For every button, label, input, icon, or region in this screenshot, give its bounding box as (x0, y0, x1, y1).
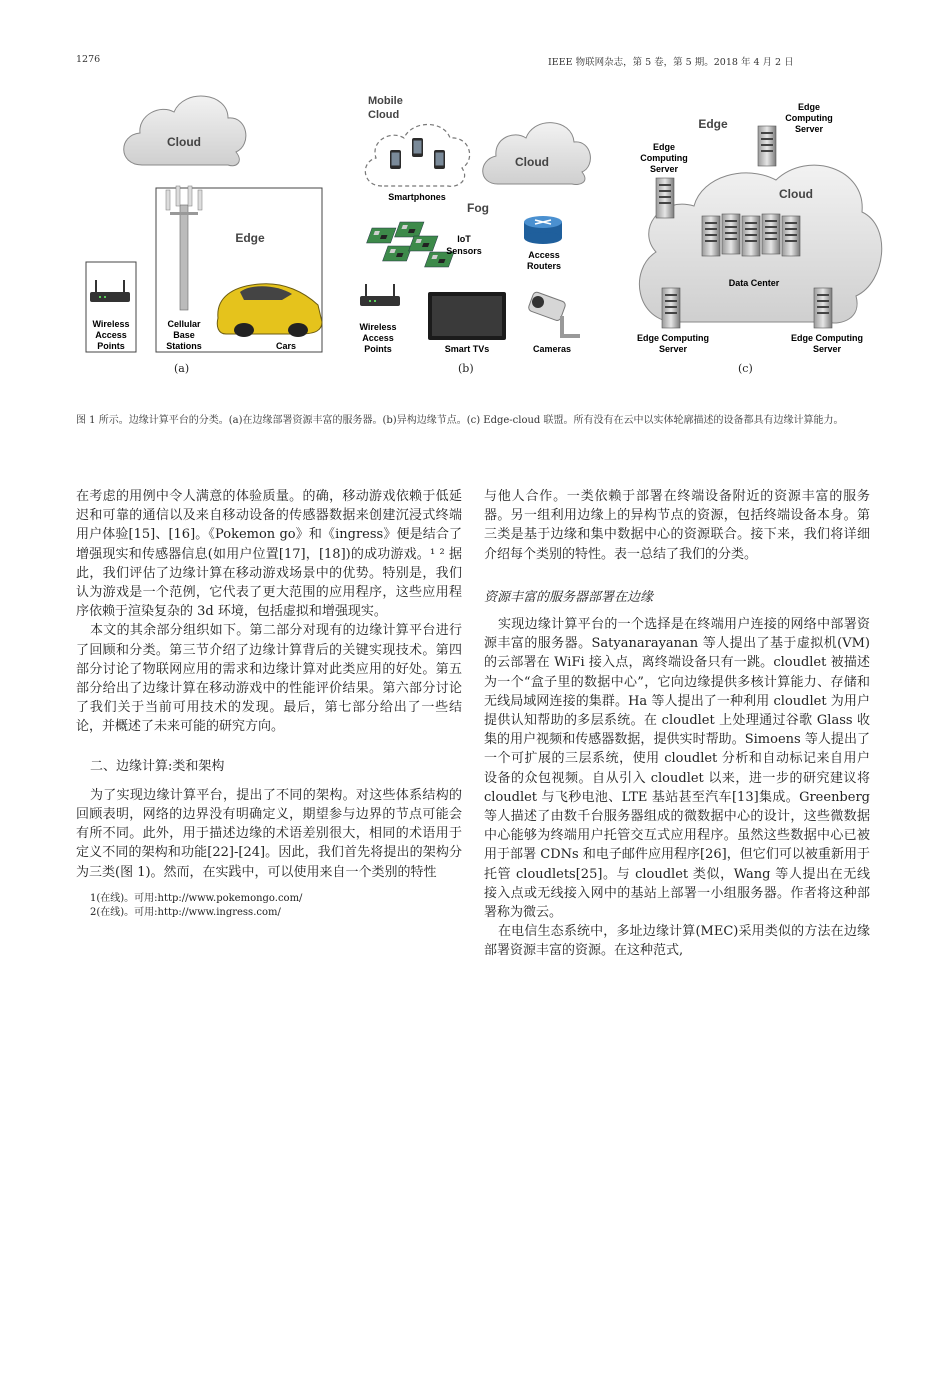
left-column (76, 487, 462, 920)
ecs-label: Edge (652, 142, 676, 152)
smartphones-label: Smartphones (388, 192, 446, 202)
ecs-label: Edge Computing (637, 333, 709, 343)
journal-header: IEEE 物联网杂志，第 5 卷，第 5 期。2018 年 4 月 2 日 (548, 57, 794, 68)
routers-label: Routers (526, 261, 562, 271)
cars-label: Cars (275, 341, 297, 351)
cell-tower-icon (166, 186, 202, 310)
access-router-icon (524, 216, 562, 244)
figure-caption: 图 1 所示。边缘计算平台的分类。(a)在边缘部署资源丰富的服务器。(b)异构边缘节点。(c) Edge-cloud 联盟。所有没有在云中以实体轮廓描述的设备都具有边缘计算能力。 (76, 415, 844, 426)
smartphone-icon (390, 150, 401, 169)
smart-tv-icon (428, 292, 506, 340)
data-center-label: Data Center (728, 278, 780, 288)
footnote: 1(在线)。可用:http://www.pokemongo.com/ (90, 892, 303, 904)
paragraph: 在考虑的用例中令人满意的体验质量。的确，移动游戏依赖于低延迟和可靠的通信以及来自移动设备的传感器数据来创建沉浸式终端用户体验[15]、[16]。《Pokemon go》和《ingress》便是结合了增强现实和传感器信息(如用户位置[17]，[18])的成功游戏。¹ ² 据此，我们评估了边缘计算在移动游戏场景中的优势。特别是，我们认为游戏是一个范例，它代表了更大范围的应用程序，这些应用程序依赖于渲染复杂的 3d 环境，包括虚拟和增强现实。 (76, 489, 462, 620)
iot-label: IoT (457, 234, 471, 244)
cloud-label: Cloud (167, 135, 201, 149)
panel-c (637, 102, 882, 354)
iot-sensor-icon (383, 246, 412, 261)
paragraph: 实现边缘计算平台的一个选择是在终端用户连接的网络中部署资源丰富的服务器。Satyanarayanan 等人提出了基于虚拟机(VM)的云部署在 WiFi 接入点，离终端设备只有一跳。cloudlet 被描述为一个“盒子里的数据中心”，它向边缘提供多核计算能力、存储和无线局域网连接的集群。Ha 等人提出了一种利用 cloudlet 为用户提供认知帮助的多层系统。在 cloudlet 上处理通过谷歌 Glass 收集的用户视频和传感器数据，提供实时帮助。Simoens 等人提出了一个可扩展的三层系统，使用 cloudlet 分析和自动标记来自用户设备的众包视频。自从引入 cloudlet 以来，进一步的研究建议将 cloudlet 与飞秒电池、LTE 基站甚至汽车[13]集成。Greenberg 等人描述了由数千台服务器组成的微数据中心的设计，这些微数据中心能够为终端用户托管交互式应用程序。虽然这些数据中心已被用于部署 CDNs 和电子邮件应用程序[26]，但它们可以被重新用于托管 cloudlets[25]。与 cloudlet 类似，Wang 等人提出在无线接入点或无线接入网中的基站上部署一小组服务器。作者将这种部署称为微云。 (484, 617, 870, 921)
mobile-cloud-label: Cloud (368, 109, 400, 121)
server-icon (758, 126, 776, 166)
cloud-label: Cloud (515, 155, 549, 169)
wap-label: Points (97, 341, 125, 351)
router-icon (90, 280, 130, 302)
ecs-label: Server (649, 164, 679, 174)
tvs-label: Smart TVs (444, 344, 490, 354)
cameras-label: Cameras (532, 344, 572, 354)
cbs-label: Base (173, 330, 195, 340)
server-icon (814, 288, 832, 328)
cbs-label: Cellular (167, 319, 201, 329)
ecs-label: Server (812, 344, 842, 354)
wap-label: Wireless (359, 322, 397, 332)
cbs-label: Stations (166, 341, 202, 351)
edge-label: Edge (235, 231, 265, 245)
iot-label: Sensors (446, 246, 482, 256)
ecs-label: Edge Computing (791, 333, 863, 343)
paragraph: 为了实现边缘计算平台，提出了不同的架构。对这些体系结构的回顾表明，网络的边界没有明确定义，期望参与边界的节点可能会有所不同。此外，用于描述边缘的术语差别很大，相同的术语用于定义不同的架构和功能[22]-[24]。因此，我们首先将提出的架构分为三类(图 1)。然而，在实践中，可以使用来自一个类别的特性 (76, 787, 462, 880)
iot-sensor-icon (395, 222, 424, 237)
wap-label: Points (364, 344, 392, 354)
iot-sensor-icon (409, 236, 438, 251)
smartphone-icon (434, 150, 445, 169)
sub-label-c: (c) (738, 362, 753, 375)
edge-label: Edge (698, 117, 728, 131)
server-icon (656, 178, 674, 218)
routers-label: Access (528, 250, 560, 260)
wap-label: Access (95, 330, 127, 340)
right-column (484, 487, 870, 961)
wap-label: Wireless (92, 319, 130, 329)
data-center-servers (702, 214, 800, 256)
footnote: 2(在线)。可用:http://www.ingress.com/ (90, 906, 281, 918)
fog-label: Fog (467, 201, 489, 215)
page-number: 1276 (76, 54, 101, 65)
cloud-icon (124, 96, 246, 166)
figure-1 (0, 80, 952, 360)
ecs-label: Computing (640, 153, 688, 163)
mobile-cloud-label: Mobile (368, 95, 403, 107)
car-icon (217, 284, 322, 337)
paragraph: 本文的其余部分组织如下。第二部分对现有的边缘计算平台进行了回顾和分类。第三节介绍了边缘计算背后的关键实现技术。第四部分讨论了物联网应用的需求和边缘计算对此类应用的好处。第五部分给出了边缘计算在移动游戏中的性能评价结果。第六部分讨论了我们关于当前可用技术的发现。最后，第七部分给出了一些结论，并概述了未来可能的研究方向。 (76, 623, 462, 735)
panel-a (86, 96, 322, 352)
section-heading: 二、边缘计算:类和架构 (90, 758, 225, 774)
ecs-label: Computing (785, 113, 833, 123)
ecs-label: Edge (797, 102, 821, 112)
smartphone-icon (412, 138, 423, 157)
sub-label-a: (a) (174, 362, 190, 375)
paragraph: 在电信生态系统中，多址边缘计算(MEC)采用类似的方法在边缘部署资源丰富的资源。在这种范式, (484, 924, 870, 959)
ecs-label: Server (658, 344, 688, 354)
server-icon (662, 288, 680, 328)
ecs-label: Server (794, 124, 824, 134)
wap-label: Access (362, 333, 394, 343)
router-icon (360, 284, 400, 306)
cloud-label: Cloud (779, 187, 813, 201)
subsection-heading: 资源丰富的服务器部署在边缘 (484, 589, 654, 605)
panel-b (360, 95, 591, 354)
paragraph: 与他人合作。一类依赖于部署在终端设备附近的资源丰富的服务器。另一组利用边缘上的异构节点的资源，包括终端设备本身。第三类是基于边缘和集中数据中心的资源联合。接下来，我们将详细介绍每个类别的特性。表一总结了我们的分类。 (484, 489, 870, 562)
sub-label-b: (b) (458, 362, 474, 375)
camera-icon (528, 291, 580, 338)
iot-sensor-icon (367, 228, 396, 243)
cloud-icon (483, 123, 591, 185)
